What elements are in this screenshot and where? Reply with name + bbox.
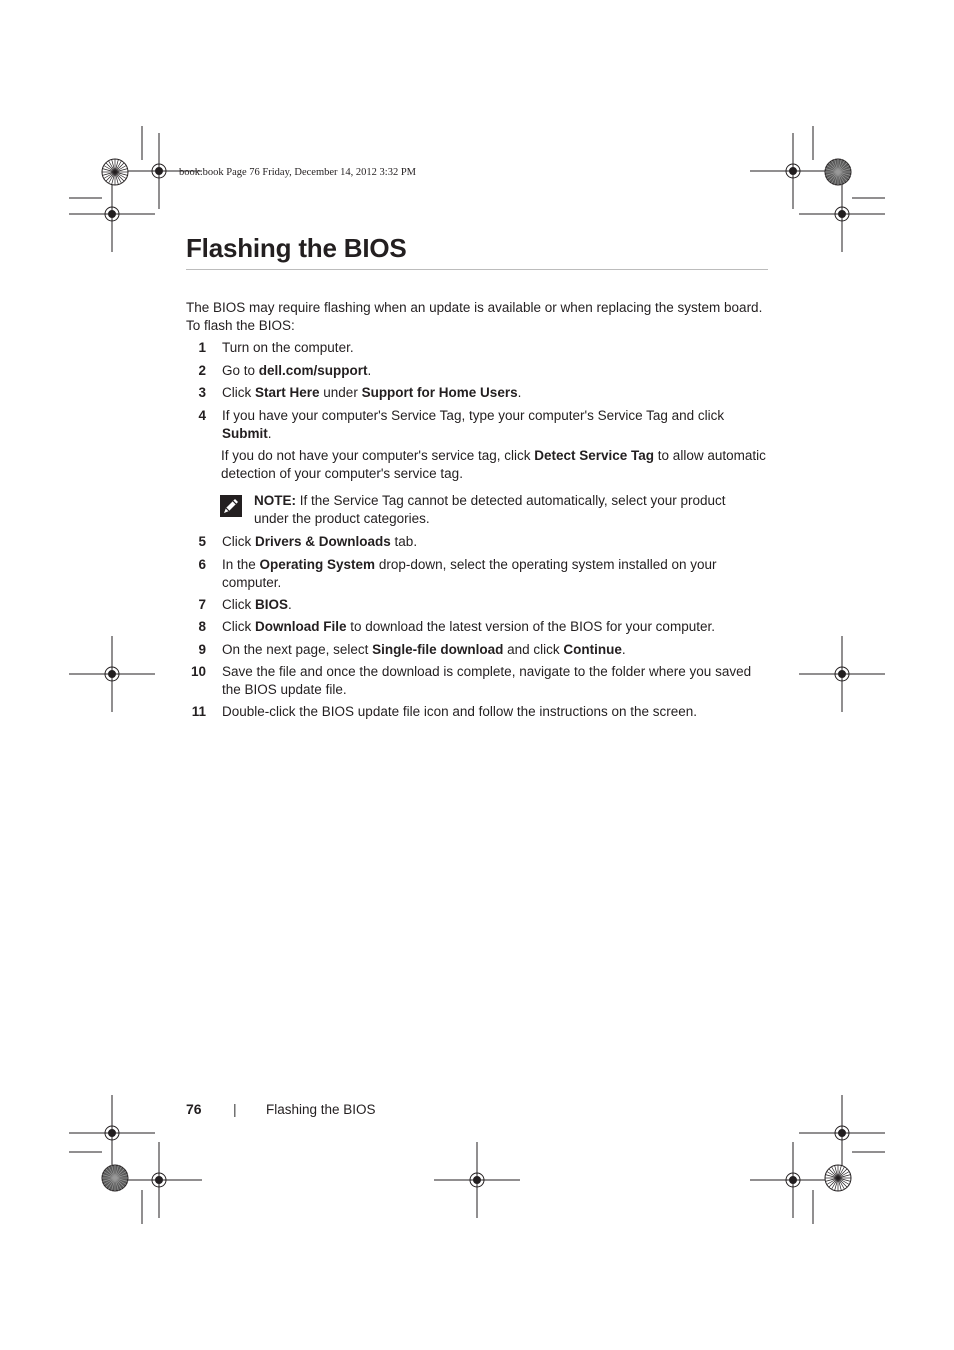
step-number: 10 [190,664,206,679]
bold-term: Detect Service Tag [534,448,655,463]
title-rule [186,269,768,270]
step-4-alternative: If you do not have your computer's service tag, click Detect Service Tag to allow automatic detection of your computer's service tag. [221,448,766,481]
bold-term: Start Here [255,385,320,400]
registration-dot [109,671,116,678]
step-text: On the next page, select Single-file download and click Continue. [222,642,626,657]
step-text: Click Drivers & Downloads tab. [222,534,418,549]
footer-separator: | [233,1101,237,1117]
bold-term: Support for Home Users [361,385,518,400]
step-text: Click BIOS. [222,597,292,612]
step-number: 5 [198,534,206,549]
page-title: Flashing the BIOS [186,233,407,263]
bold-term: Submit [222,425,268,441]
registration-dot [474,1177,481,1184]
registration-dot [839,1130,846,1137]
registration-dot [109,1130,116,1137]
step-number: 2 [198,363,206,378]
note-body: If the Service Tag cannot be detected automatically, select your product under the product categories. [254,493,726,526]
registration-dot [839,671,846,678]
step-number: 8 [198,619,206,634]
footer-section-title: Flashing the BIOS [266,1102,376,1117]
step-number: 6 [198,557,206,572]
registration-dot [156,1177,163,1184]
bold-term: Continue [563,642,622,657]
registration-dot [790,168,797,175]
bold-term: Drivers & Downloads [255,534,391,549]
step-text: Turn on the computer. [222,340,354,355]
step-text: Click Download File to download the latest version of the BIOS for your computer. [222,619,715,634]
print-slug-line: book.book Page 76 Friday, December 14, 2012 3:32 PM [179,167,416,178]
step-text: Go to dell.com/support. [222,363,372,378]
note-text [254,492,734,527]
step-text: Double-click the BIOS update file icon and follow the instructions on the screen. [222,704,698,719]
step-text: Save the file and once the download is complete, navigate to the folder where you saved the BIOS update file. [222,664,752,697]
registration-dot [156,168,163,175]
step-number: 9 [198,642,206,657]
registration-dot [790,1177,797,1184]
registration-dot [839,211,846,218]
step-number: 11 [191,704,206,719]
bold-term: BIOS [255,597,289,612]
step-number: 3 [198,385,206,400]
step-text: Click Start Here under Support for Home Users. [222,385,522,400]
note-label: NOTE: [254,493,296,508]
registration-dot [109,211,116,218]
step-text: In the Operating System drop-down, select the operating system installed on your computer. [222,557,717,590]
step-number: 1 [198,340,206,355]
page-number: 76 [186,1101,202,1117]
bold-term: dell.com/support [258,363,368,378]
bold-term: Operating System [259,557,376,572]
bold-term: Download File [255,619,347,634]
intro-paragraph: The BIOS may require flashing when an update is available or when replacing the system board. To flash the BIOS: [186,300,763,333]
step-text: If you have your computer's Service Tag, type your computer's Service Tag and click Submit. [222,408,725,441]
bold-term: Single-file download [372,642,504,657]
step-number: 7 [198,597,206,612]
step-number: 4 [198,408,206,423]
